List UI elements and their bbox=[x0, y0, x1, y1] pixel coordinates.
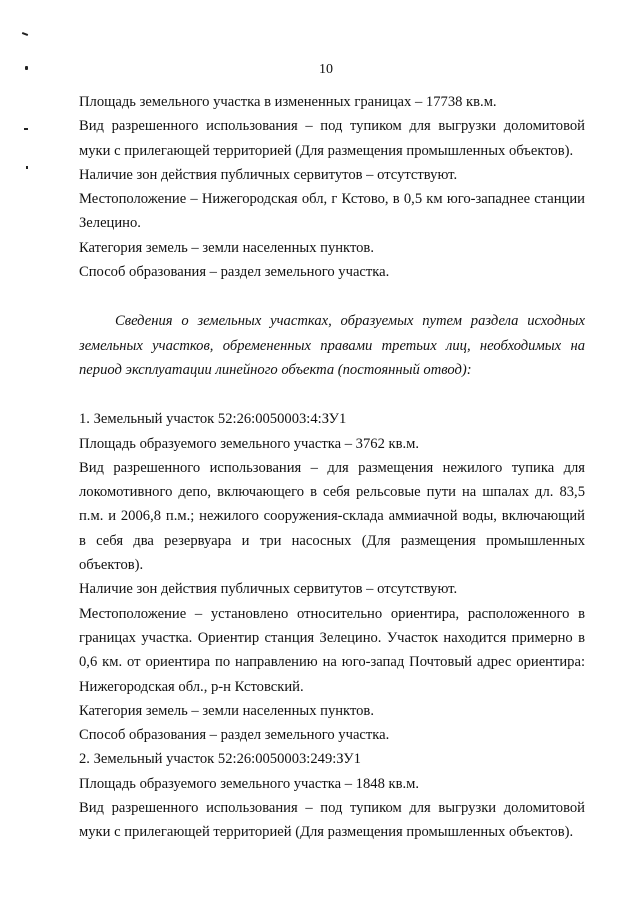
parcel-1-title: 1. Земельный участок 52:26:0050003:4:ЗУ1 bbox=[79, 411, 347, 428]
intro-land-category: Категория земель – земли населенных пунктов. bbox=[79, 239, 374, 256]
parcel-2-area: Площадь образуемого земельного участка – 1848 кв.м. bbox=[79, 775, 420, 792]
intro-permitted-use: Вид разрешенного использования – под тупиком для выгрузки доломитовой муки с прилегающей территорией (Для размещения промышленных объектов). bbox=[79, 118, 585, 159]
intro-location: Местоположение – Нижегородская обл, г Кстово, в 0,5 км юго-западнее станции Зелецино. bbox=[79, 191, 585, 232]
parcel-1-land-category: Категория земель – земли населенных пунктов. bbox=[79, 702, 374, 719]
scan-mark bbox=[24, 128, 28, 130]
scan-mark bbox=[22, 32, 28, 36]
parcel-1-area: Площадь образуемого земельного участка – 3762 кв.м. bbox=[79, 435, 420, 452]
parcel-2-permitted-use: Вид разрешенного использования – под тупиком для выгрузки доломитовой муки с прилегающей территорией (Для размещения промышленных объектов). bbox=[79, 800, 585, 841]
intro-servitudes: Наличие зон действия публичных сервитутов – отсутствуют. bbox=[79, 166, 458, 183]
document-body bbox=[79, 90, 585, 845]
parcel-1-formation-method: Способ образования – раздел земельного участка. bbox=[79, 727, 390, 744]
page-number: 10 bbox=[319, 62, 333, 77]
intro-formation-method: Способ образования – раздел земельного участка. bbox=[79, 264, 390, 281]
parcel-1-servitudes: Наличие зон действия публичных сервитутов – отсутствуют. bbox=[79, 581, 458, 598]
scan-mark bbox=[26, 166, 28, 169]
parcel-1-location: Местоположение – установлено относительно ориентира, расположенного в границах участка. Ориентир станция Зелецино. Участок находится примерно в 0,6 км. от ориентира по направлению на юго-запад Почтовый адрес ориентира: Нижегородская обл., р-н Кстовский. bbox=[79, 605, 585, 695]
intro-area: Площадь земельного участка в измененных границах – 17738 кв.м. bbox=[79, 94, 497, 110]
section-heading: Сведения о земельных участках, образуемых путем раздела исходных земельных участков, обремененных правами третьих лиц, необходимых на период эксплуатации линейного объекта (постоянный отвод): bbox=[79, 313, 585, 378]
parcel-1-permitted-use: Вид разрешенного использования – для размещения нежилого тупика для локомотивного депо, включающего в себя рельсовые пути на шпалах дл. 83,5 п.м. и 2006,8 п.м.; нежилого сооружения-склада аммиачной воды, включающий в себя два резервуара и три насосных (Для размещения промышленных объектов). bbox=[79, 459, 585, 574]
parcel-2-title: 2. Земельный участок 52:26:0050003:249:ЗУ1 bbox=[79, 751, 361, 768]
